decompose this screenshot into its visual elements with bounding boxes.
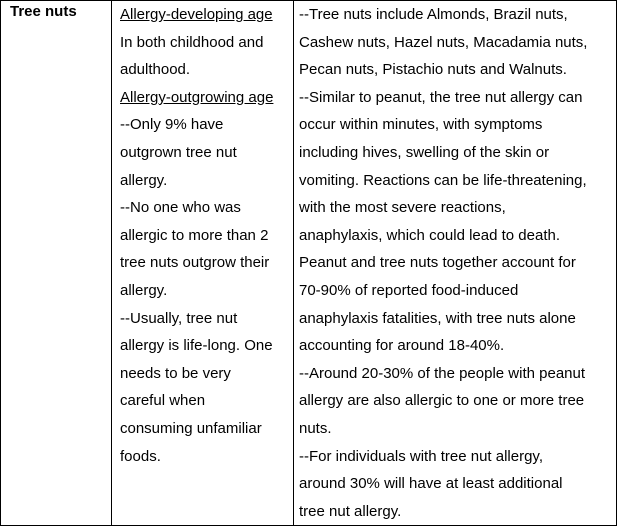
description-line: anaphylaxis, which could lead to death. bbox=[299, 226, 561, 244]
age-text-line: allergy is life-long. One bbox=[120, 337, 273, 355]
age-text-line: consuming unfamiliar bbox=[120, 419, 262, 437]
description-line: occur within minutes, with symptoms bbox=[299, 116, 543, 134]
age-text-line: foods. bbox=[120, 447, 161, 465]
description-line: --Similar to peanut, the tree nut allergy can bbox=[299, 88, 583, 106]
description-line: 70-90% of reported food-induced bbox=[299, 281, 519, 299]
description-line: Pecan nuts, Pistachio nuts and Walnuts. bbox=[299, 61, 567, 79]
description-line: allergy are also allergic to one or more tree bbox=[299, 392, 585, 410]
description-line: --For individuals with tree nut allergy, bbox=[299, 447, 543, 465]
description-line: tree nut allergy. bbox=[299, 502, 402, 520]
allergy-outgrowing-age-heading: Allergy-outgrowing age bbox=[120, 88, 274, 106]
age-text-line: allergy. bbox=[120, 171, 168, 189]
description-line: including hives, swelling of the skin or bbox=[299, 143, 550, 161]
description-line: --Around 20-30% of the people with peanut bbox=[299, 364, 586, 382]
age-text-line: careful when bbox=[120, 392, 206, 410]
row-heading-cell bbox=[10, 1, 110, 23]
age-text-line: adulthood. bbox=[120, 61, 191, 79]
allergy-developing-age-heading: Allergy-developing age bbox=[120, 6, 273, 23]
description-line: anaphylaxis fatalities, with tree nuts alone bbox=[299, 309, 576, 327]
description-line: vomiting. Reactions can be life-threatening, bbox=[299, 171, 587, 189]
description-line: --Tree nuts include Almonds, Brazil nuts, bbox=[299, 6, 568, 23]
column-divider-2 bbox=[293, 1, 294, 525]
description-line: nuts. bbox=[299, 419, 332, 437]
age-text-line: --Usually, tree nut bbox=[120, 309, 238, 327]
age-text-line: needs to be very bbox=[120, 364, 231, 382]
row-heading: Tree nuts bbox=[10, 3, 77, 20]
age-text-line: In both childhood and bbox=[120, 33, 264, 51]
age-text-line: allergic to more than 2 bbox=[120, 226, 269, 244]
description-line: with the most severe reactions, bbox=[299, 199, 506, 217]
age-text-line: outgrown tree nut bbox=[120, 143, 237, 161]
description-cell bbox=[299, 1, 614, 525]
description-line: around 30% will have at least additional bbox=[299, 475, 563, 493]
description-line: accounting for around 18-40%. bbox=[299, 337, 505, 355]
age-info-cell bbox=[120, 1, 290, 470]
description-line: Cashew nuts, Hazel nuts, Macadamia nuts, bbox=[299, 33, 588, 51]
age-text-line: tree nuts outgrow their bbox=[120, 254, 270, 272]
age-text-line: --Only 9% have bbox=[120, 116, 224, 134]
age-text-line: allergy. bbox=[120, 281, 168, 299]
description-line: Peanut and tree nuts together account for bbox=[299, 254, 576, 272]
column-divider-1 bbox=[111, 1, 112, 525]
age-text-line: --No one who was bbox=[120, 199, 241, 217]
